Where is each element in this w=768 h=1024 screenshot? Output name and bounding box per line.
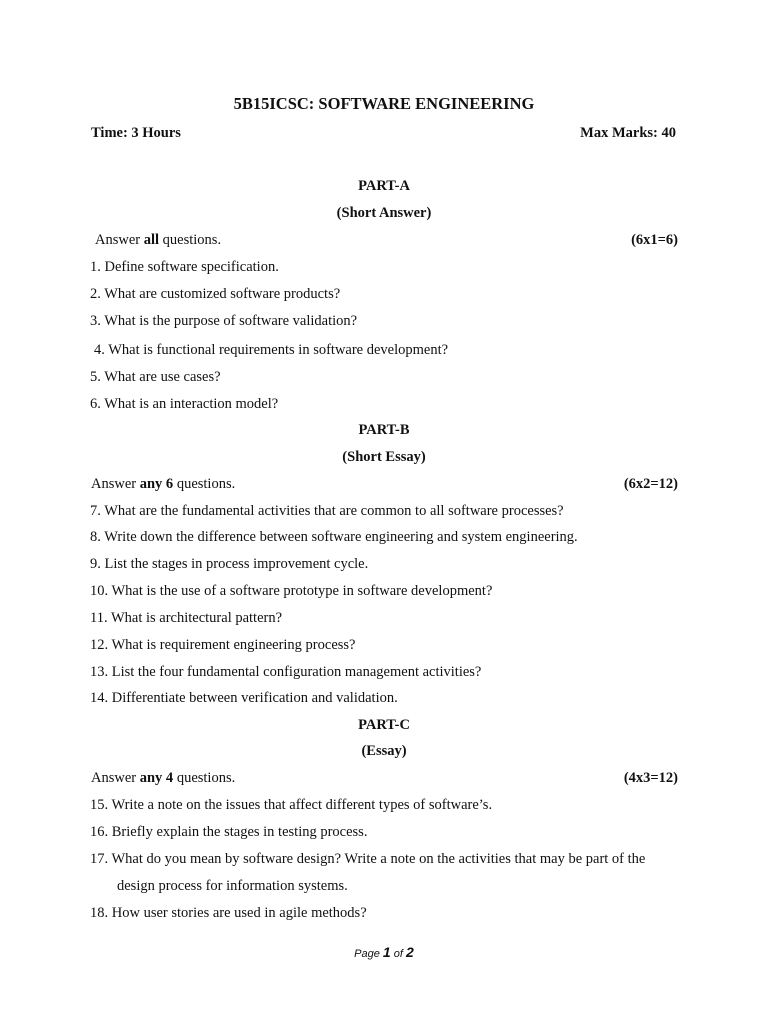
- instruction-text: questions.: [159, 232, 222, 248]
- part-c-heading: PART-C: [358, 717, 410, 733]
- page-total: 2: [406, 944, 414, 960]
- instruction-emphasis: any 6: [139, 476, 174, 492]
- time-label: Time: 3 Hours: [91, 125, 181, 141]
- part-b-marks: (6x2=12): [623, 476, 678, 492]
- paper-title: 5B15ICSC: SOFTWARE ENGINEERING: [233, 94, 535, 113]
- question-7: 7. What are the fundamental activities that are common to all software processes?: [90, 503, 564, 519]
- question-17-line-1: 17. What do you mean by software design? Write a note on the activities that may be part of the: [90, 851, 646, 867]
- instruction-emphasis: any 4: [139, 770, 174, 786]
- part-a-subheading: (Short Answer): [336, 205, 432, 221]
- question-2: 2. What are customized software products?: [90, 286, 341, 302]
- question-8: 8. Write down the difference between software engineering and system engineering.: [90, 529, 578, 545]
- part-b-instruction: [91, 476, 235, 493]
- max-marks-label: Max Marks: 40: [580, 125, 676, 141]
- part-b-subheading: (Short Essay): [342, 449, 426, 465]
- question-9: 9. List the stages in process improvement cycle.: [90, 556, 369, 572]
- instruction-text: Answer: [91, 476, 140, 492]
- instruction-text: Answer: [91, 770, 140, 786]
- question-13: 13. List the four fundamental configuration management activities?: [90, 664, 482, 680]
- question-10: 10. What is the use of a software prototype in software development?: [90, 583, 493, 599]
- question-16: 16. Briefly explain the stages in testing process.: [90, 824, 368, 840]
- question-12: 12. What is requirement engineering process?: [90, 637, 356, 653]
- question-18: 18. How user stories are used in agile methods?: [90, 905, 367, 921]
- instruction-emphasis: all: [143, 232, 160, 248]
- of-word: of: [393, 948, 403, 960]
- question-5: 5. What are use cases?: [90, 369, 221, 385]
- instruction-text: questions.: [173, 476, 236, 492]
- part-b-heading: PART-B: [358, 422, 410, 438]
- part-a-marks: (6x1=6): [631, 232, 678, 248]
- part-c-instruction: [91, 770, 235, 787]
- page-footer: [0, 944, 768, 960]
- question-6: 6. What is an interaction model?: [90, 396, 279, 412]
- question-17-line-2: design process for information systems.: [117, 878, 348, 894]
- question-15: 15. Write a note on the issues that affect different types of software’s.: [90, 797, 493, 813]
- question-11: 11. What is architectural pattern?: [90, 610, 283, 626]
- part-a-instruction: [95, 232, 221, 249]
- part-c-marks: (4x3=12): [623, 770, 678, 786]
- instruction-text: questions.: [173, 770, 236, 786]
- page-word: Page: [354, 948, 380, 960]
- instruction-text: Answer: [95, 232, 144, 248]
- part-a-heading: PART-A: [358, 178, 410, 194]
- question-1: 1. Define software specification.: [90, 259, 279, 275]
- page-number: 1: [382, 944, 391, 960]
- part-c-subheading: (Essay): [361, 743, 407, 759]
- question-14: 14. Differentiate between verification and validation.: [90, 690, 398, 706]
- question-4: 4. What is functional requirements in software development?: [94, 342, 449, 358]
- question-3: 3. What is the purpose of software validation?: [90, 313, 358, 329]
